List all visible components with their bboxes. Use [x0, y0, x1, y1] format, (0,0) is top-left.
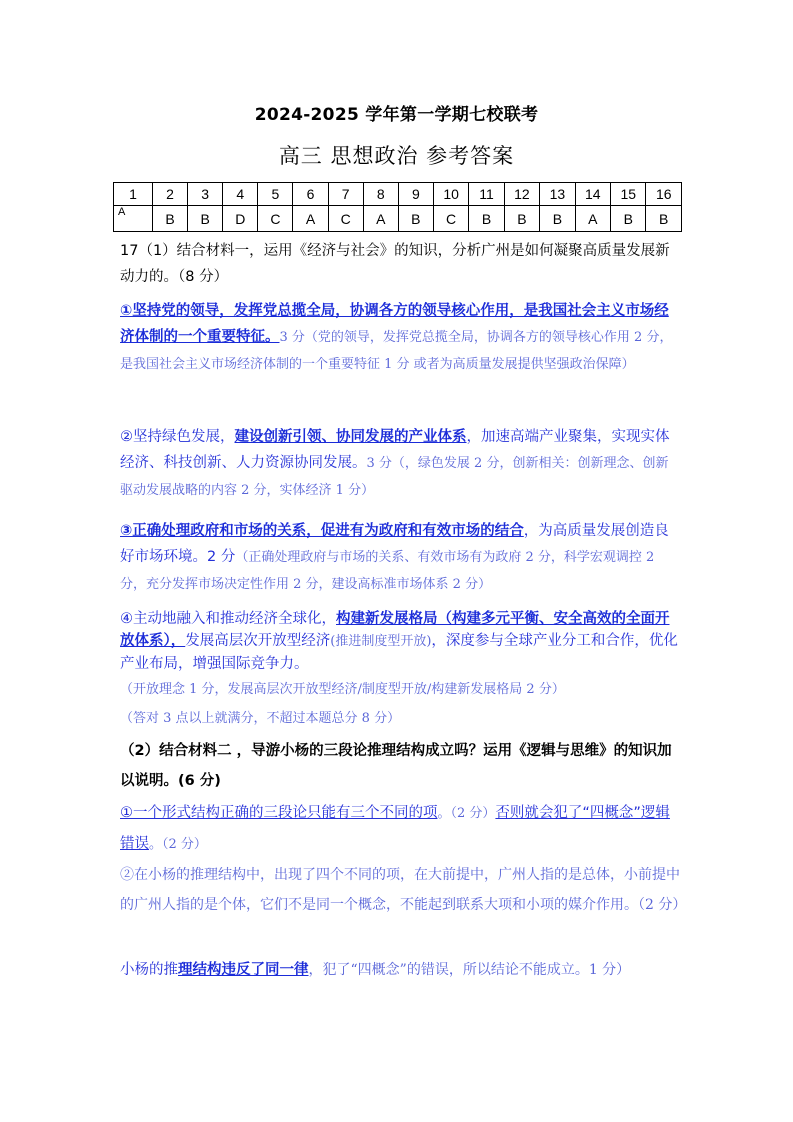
- answer-cell: A: [114, 206, 153, 232]
- question-number-cell: 10: [433, 183, 468, 206]
- question-number-cell: 12: [504, 183, 539, 206]
- point-1-main: ①坚持党的领导，发挥党总揽全局，协调各方的领导核心作用，是我国社会主义市场经济体制的一个重要特征。: [120, 303, 669, 345]
- answer-cell: C: [328, 206, 363, 232]
- answer-cell: B: [469, 206, 504, 232]
- question-number-cell: 6: [293, 183, 328, 206]
- answer-cell: D: [223, 206, 258, 232]
- exam-subtitle: 高三 思想政治 参考答案: [278, 144, 515, 168]
- exam-title: 2024-2025 学年第一学期七校联考: [254, 105, 539, 125]
- answer-table: [113, 182, 682, 232]
- answer-row: [114, 206, 682, 232]
- question-number-cell: 4: [223, 183, 258, 206]
- answer-cell: A: [575, 206, 610, 232]
- question-number-cell: 3: [188, 183, 223, 206]
- point-1-note: 3 分（党的领导，发挥党总揽全局，协调各方的领导核心作用 2 分，是我国社会主义市场经济体制的一个重要特征 1 分 或者为高质量发展提供坚强政治保障）: [120, 330, 673, 372]
- q17-1-question: 17（1）结合材料一，运用《经济与社会》的知识，分析广州是如何凝聚高质量发展新动力的。（8 分）: [120, 243, 670, 285]
- answer-cell: B: [540, 206, 575, 232]
- question-number-cell: 7: [328, 183, 363, 206]
- answer-cell: A: [293, 206, 328, 232]
- question-number-cell: 8: [363, 183, 398, 206]
- answer-cell: C: [258, 206, 293, 232]
- q17-1-point-1: [120, 298, 680, 378]
- question-number-cell: 11: [469, 183, 504, 206]
- answer-cell: A: [363, 206, 398, 232]
- answer-cell: B: [504, 206, 539, 232]
- answer-cell: B: [646, 206, 682, 232]
- question-number-cell: 16: [646, 183, 682, 206]
- question-number-cell: 13: [540, 183, 575, 206]
- q17-1-point-3: ③正确处理政府和市场的关系，促进有为政府和有效市场的结合，为高质量发展创造良好市场环境。2 分（正确处理政府与市场的关系、有效市场有为政府 2 分，科学宏观调控 2 分，充分发挥市场决定性作用 2 分，建设高标准市场体系 2 分）: [120, 523, 669, 592]
- question-number-cell: 2: [153, 183, 188, 206]
- answer-cell: B: [611, 206, 646, 232]
- q17-1-note-2: （答对 3 点以上就满分，不超过本题总分 8 分）: [120, 711, 401, 726]
- question-number-cell: 15: [611, 183, 646, 206]
- question-number-cell: 5: [258, 183, 293, 206]
- question-number-cell: 1: [114, 183, 153, 206]
- q17-2-answer-1: ①一个形式结构正确的三段论只能有三个不同的项。（2 分）否则就会犯了“四概念”逻辑错误。（2 分）: [120, 805, 670, 852]
- q17-2-question: （2）结合材料二 ，导游小杨的三段论推理结构成立吗？运用《逻辑与思维》的知识加以说明。(6 分): [120, 743, 672, 789]
- answer-cell: C: [433, 206, 468, 232]
- question-number-row: [114, 183, 682, 206]
- answer-cell: B: [153, 206, 188, 232]
- q17-2-answer-3: 小杨的推理结构违反了同一律，犯了“四概念”的错误，所以结论不能成立。1 分）: [120, 962, 631, 978]
- answer-cell: B: [188, 206, 223, 232]
- q17-1-point-2: ②坚持绿色发展，建设创新引领、协同发展的产业体系，加速高端产业聚集，实现实体经济、科技创新、人力资源协同发展。3 分（，绿色发展 2 分，创新相关：创新理念、创新驱动发展战略的内容 2 分，实体经济 1 分）: [120, 429, 670, 498]
- q17-2-answer-2: ②在小杨的推理结构中，出现了四个不同的项，在大前提中，广州人指的是总体，小前提中的广州人指的是个体，它们不是同一个概念，不能起到联系大项和小项的媒介作用。（2 分）: [120, 867, 687, 913]
- question-number-cell: 14: [575, 183, 610, 206]
- answer-cell: B: [398, 206, 433, 232]
- q17-1-point-4: ④主动地融入和推动经济全球化，构建新发展格局（构建多元平衡、安全高效的全面开放体系），发展高层次开放型经济(推进制度型开放)，深度参与全球产业分工和合作，优化产业布局，增强国际竞争力。: [120, 611, 678, 672]
- question-number-cell: 9: [398, 183, 433, 206]
- q17-1-note-1: （开放理念 1 分，发展高层次开放型经济/制度型开放/构建新发展格局 2 分）: [120, 682, 565, 697]
